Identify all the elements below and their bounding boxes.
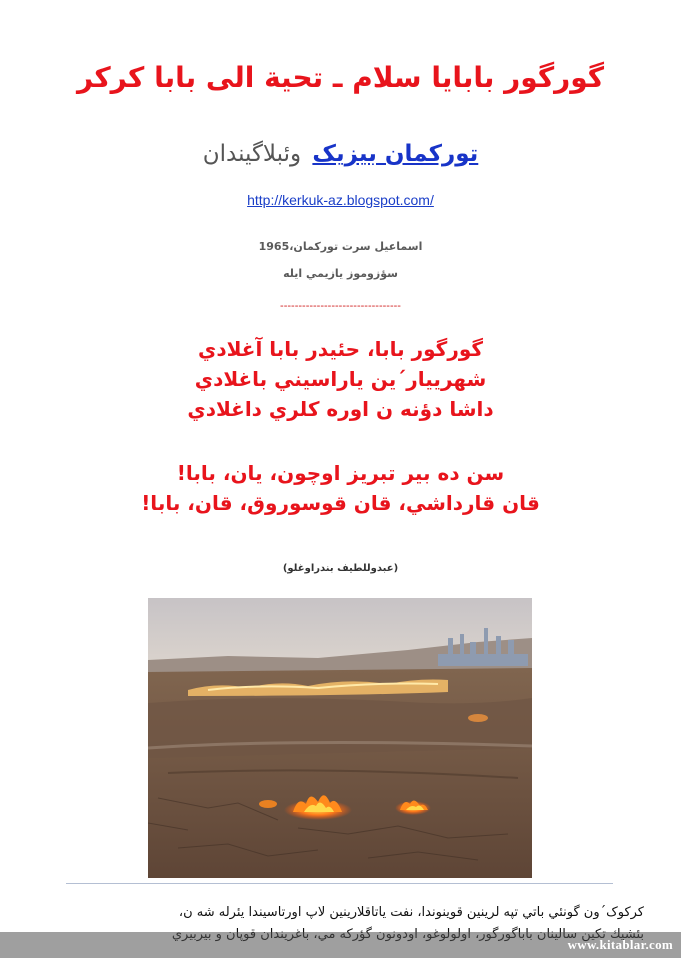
poem-stanza-2 [0,458,681,518]
page-title: گورگور بابایا سلام ـ تحیة الی بابا کرکر [76,61,605,94]
poem-line: قان قارداشي، قان قوسوروق، قان، بابا! [141,491,540,515]
footer-text-line-1: کرکوک´ون گونئي باتي تپه لرینین قوینوندا، نفت یاتاقلارینین لاپ اورتاسیندا یئرله شه ن، [178,905,644,920]
byline [0,137,681,171]
byline-suffix: وئبلاگیندان [202,141,302,167]
poem-author: (عبدوللطیف بندراوغلو) [282,563,399,574]
meta-subtitle-line: سؤزوموز یازیمي ایله [283,267,398,280]
poem-line: گورگور بابا، حئیدر بابا آغلادي [198,337,483,361]
poem-line: سن ده بیر تبریز اوچون، یان، بابا! [176,461,505,485]
poem-line: شهرییار´ین یاراسیني باغلادي [194,367,487,391]
poem-line: داشا دؤنه ن اوره کلري داغلادي [187,397,494,421]
blog-url-link[interactable]: http://kerkuk-az.blogspot.com/ [247,192,434,208]
footer-rule [66,883,613,884]
meta-author-line: اسماعیل سرت تورکمان،1965 [258,240,423,253]
watermark-text: www.kitablar.com [567,937,673,952]
author-link[interactable]: تورکمان بیزیک [312,141,479,167]
eternal-fire-photo [148,598,532,878]
poem-stanza-1 [0,334,681,424]
separator: --------------------------------- [280,300,401,312]
